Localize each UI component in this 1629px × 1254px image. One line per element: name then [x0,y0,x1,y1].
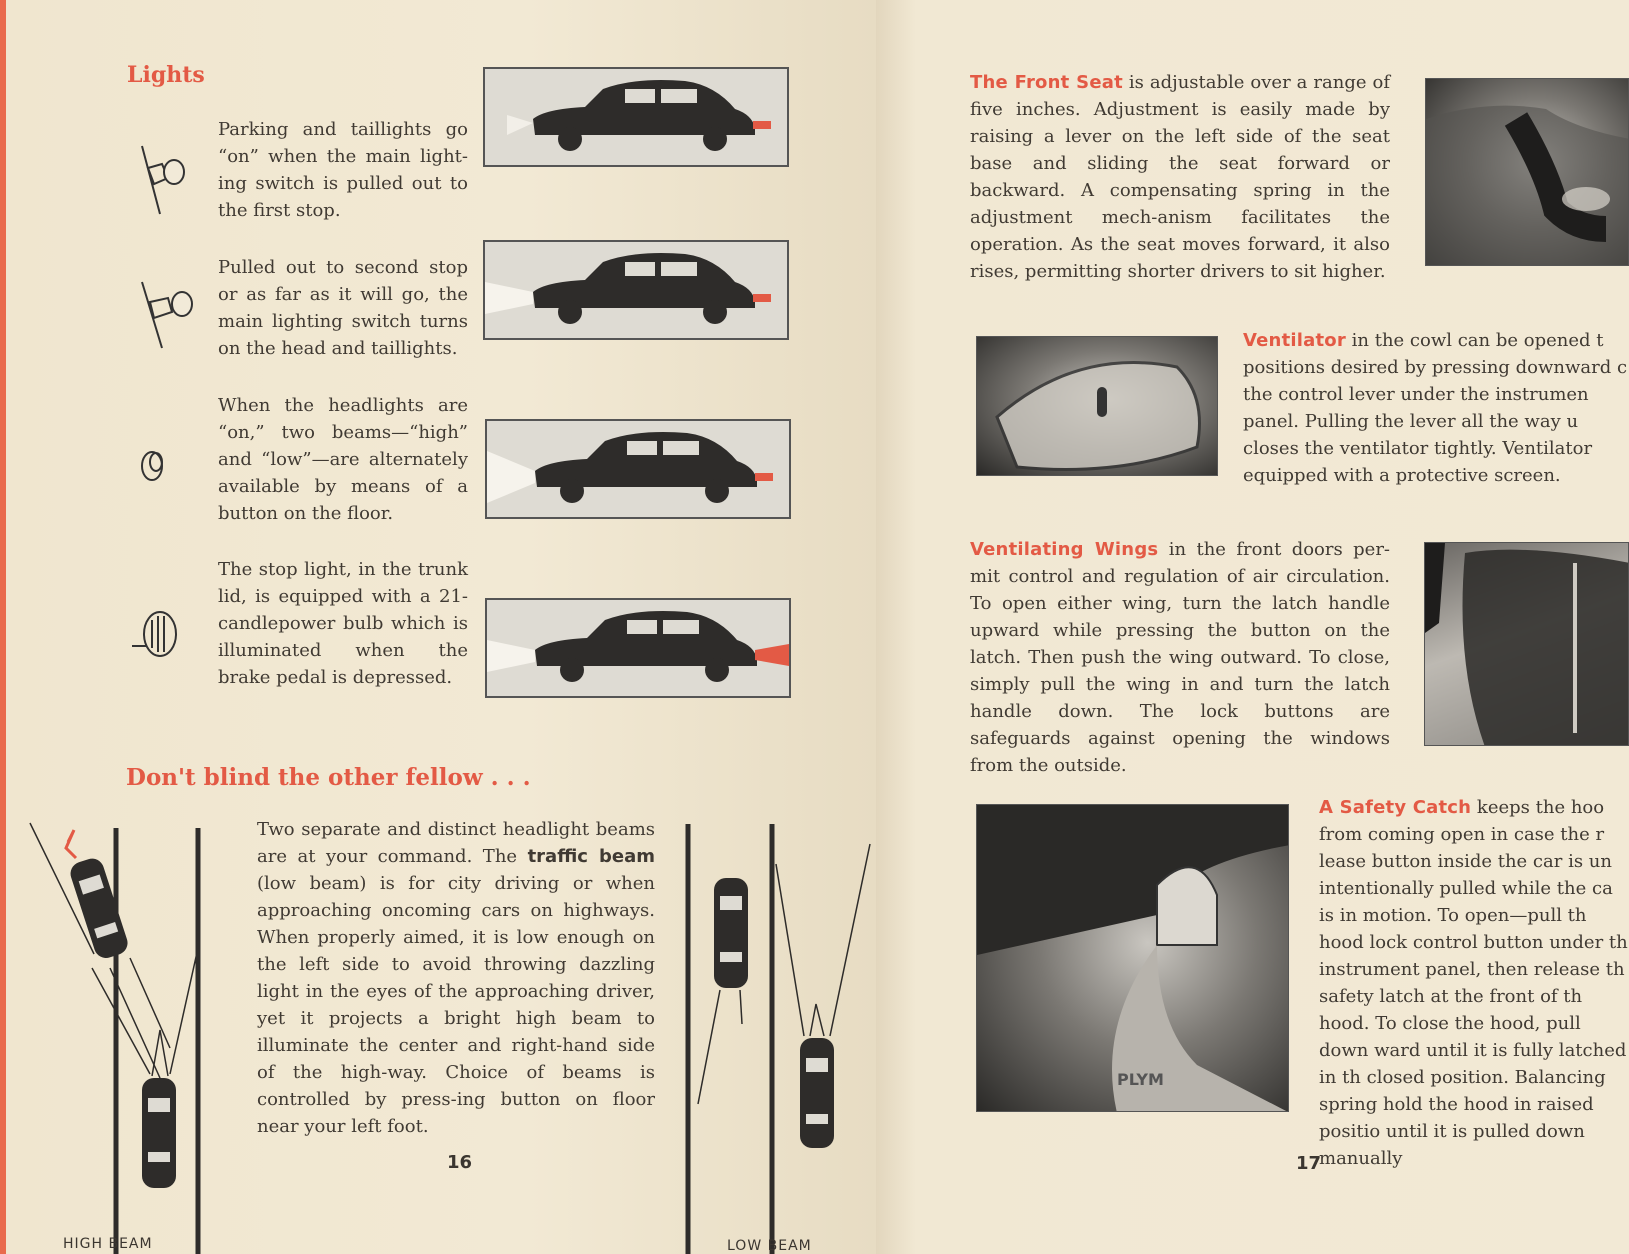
safety-catch-text: keeps the hoo from coming open in case the r lease button inside the car is un intentionally pulled while the ca is in motion. To open—pull th hood lock control button under th instrument panel, then release th safety latch at the front of th hood. To close the hood, pull down ward until it is fully latched in th closed position. Balancing spring hold the hood in raised positio until it is pulled down manually [1319,797,1628,1169]
beam-paragraph [257,816,655,1140]
light-switch-icon [132,270,196,350]
low-beam-label: LOW BEAM [727,1238,812,1254]
lights-item-2-text: Pulled out to second stop or as far as it will go, the main lighting switch turns on the head and taillights. [218,257,468,359]
car-figure-headlights [483,240,789,340]
wings-lead: Ventilating Wings [970,539,1159,560]
ventilator-paragraph [1243,327,1629,489]
ventilator-illustration [977,337,1218,476]
traffic-beam-bold: traffic beam [527,846,655,867]
hood-emblem-text: PLYM [1117,1070,1164,1089]
front-seat-text: is adjustable over a range of five inches. Adjustment is easily made by raising a lever on the left side of the seat base and sliding the seat forward or backward. A compensating spring in the adjustment mech-anism facilitates the operation. As the seat moves forward, it also rises, permitting shorter drivers to sit higher. [970,72,1390,282]
safety-catch-photo [976,804,1289,1112]
car-stoplight-silhouette [487,600,789,696]
lights-item-1-text: Parking and taillights go “on” when the main light-ing switch is pulled out to the first stop. [218,119,468,221]
front-seat-paragraph [970,69,1390,285]
wings-text: in the front doors per-mit control and regulation of air circulation. To open either wing, turn the latch handle upward while pressing the button on the latch. Then push the wing outward. To close, simply pull the wing in and turn the latch handle down. The lock buttons are safeguards against opening the windows from the outside. [970,539,1391,776]
high-beam-road-diagram [20,818,210,1254]
car-figure-beams [485,419,791,519]
vent-wing-illustration [1425,543,1629,746]
ventilating-wings-photo [1424,542,1629,746]
beam-text-after: (low beam) is for city driving or when approaching oncoming cars on highways. When properly aimed, it is low enough on the left side to avoid throwing dazzling light in the eyes of the approaching driver, yet it projects a bright high beam to illuminate the center and right-hand side of the high-way. Choice of beams is controlled by press-ing button on floor near your left foot. [257,873,655,1137]
car-figure-stoplight [485,598,791,698]
car-headlights-silhouette [485,242,787,338]
hood-catch-illustration [977,805,1289,1112]
ventilator-photo [976,336,1218,476]
floor-button-icon [134,440,174,488]
seat-lever-illustration [1426,79,1629,266]
front-seat-lead: The Front Seat [970,72,1123,93]
high-beam-label: HIGH BEAM [63,1236,153,1252]
ventilator-text: in the cowl can be opened t positions desired by pressing downward c the control lever under the instrumen panel. Pulling the lever all the way u closes the ventilator tightly. Ventilator equipped with a protective screen. [1243,330,1628,486]
lights-item-3-text: When the headlights are “on,” two beams—“high” and “low”—are alternately available by means of a button on the floor. [218,395,468,524]
page-number-17: 17 [1296,1153,1322,1174]
front-seat-photo [1425,78,1629,266]
stop-light-icon [128,606,184,666]
right-page [876,0,1629,1254]
lights-heading: Lights [127,62,205,88]
blind-heading: Don't blind the other fellow . . . [126,764,531,791]
safety-catch-lead: A Safety Catch [1319,797,1472,818]
beam-text-before: Two separate and distinct headlight beams are at your command. The [257,819,655,867]
car-parking-silhouette [485,69,787,165]
car-figure-parking [483,67,789,167]
ventilator-lead: Ventilator [1243,330,1346,351]
lights-item-4-text: The stop light, in the trunk lid, is equipped with a 21-candlepower bulb which is illuminated when the brake pedal is depressed. [218,559,468,688]
wings-paragraph [970,536,1390,779]
car-beams-silhouette [487,421,789,517]
low-beam-road-diagram [680,824,876,1254]
page-number-16: 16 [447,1152,473,1173]
light-switch-icon [132,138,192,218]
safety-catch-paragraph [1319,794,1629,1172]
